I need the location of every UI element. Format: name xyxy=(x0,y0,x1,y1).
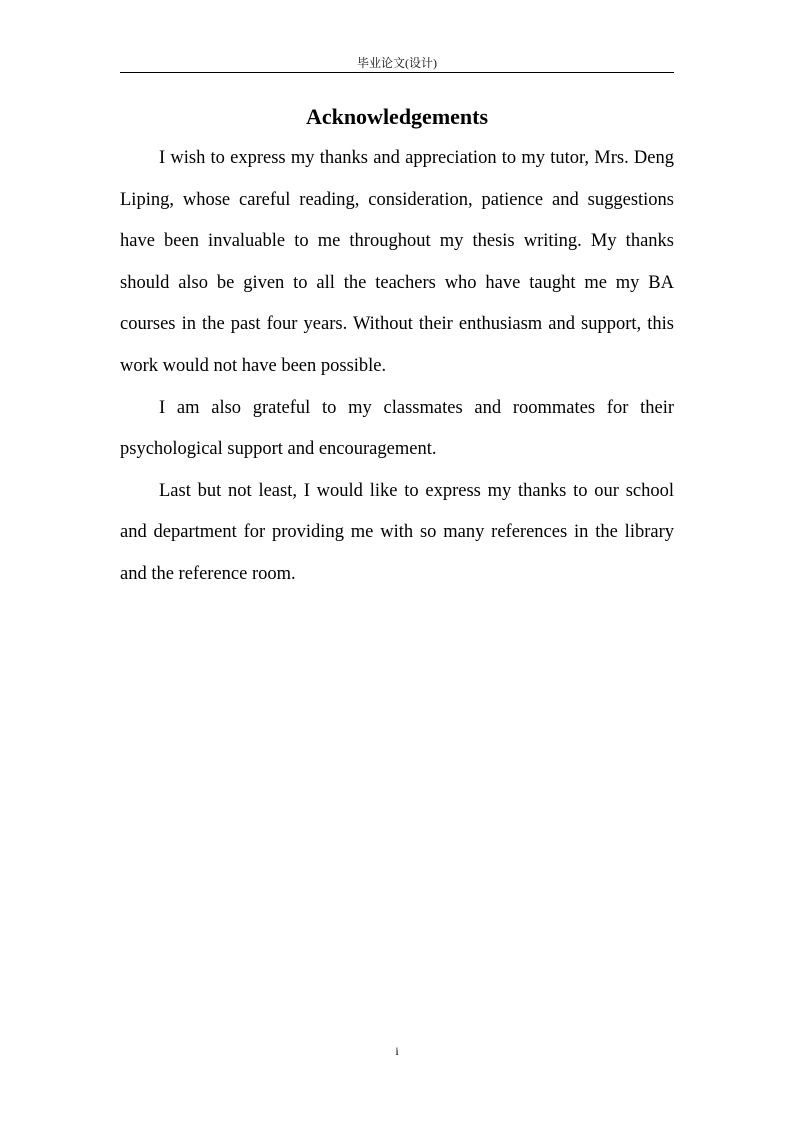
header-divider xyxy=(120,72,674,73)
acknowledgements-body xyxy=(120,138,674,596)
running-header: 毕业论文(设计) xyxy=(357,56,437,70)
paragraph-classmates-thanks: I am also grateful to my classmates and roommates for their psychological support and encouragement. xyxy=(120,397,674,460)
paragraph-tutor-thanks: I wish to express my thanks and appreciation to my tutor, Mrs. Deng Liping, whose careful reading, consideration, patience and suggestions have been invaluable to me throughout my thesis writing. My thanks should also be given to all the teachers who have taught me my BA courses in the past four years. Without their enthusiasm and support, this work would not have been possible. xyxy=(120,148,674,376)
page-title: Acknowledgements xyxy=(305,104,489,129)
page-number: i xyxy=(395,1044,399,1058)
paragraph-school-thanks: Last but not least, I would like to express my thanks to our school and department for providing me with so many references in the library and the reference room. xyxy=(120,480,674,584)
